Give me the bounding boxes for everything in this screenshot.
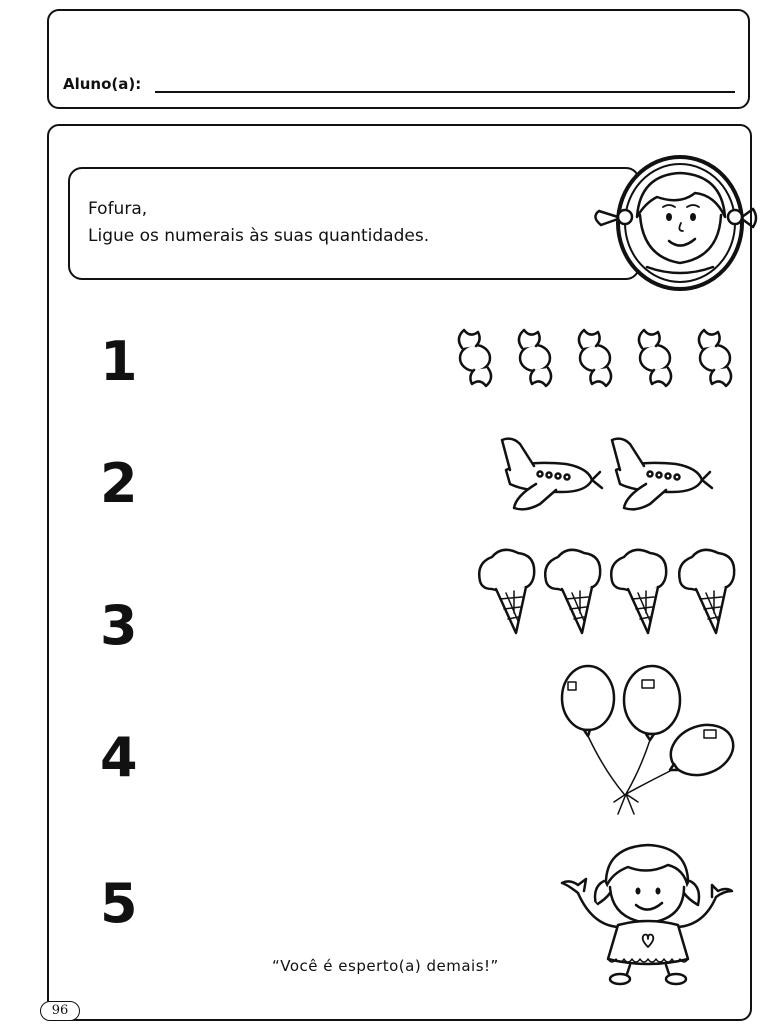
student-name-field[interactable]: [155, 91, 735, 93]
balloon-icon: [562, 666, 614, 736]
ice-cream-icon: [674, 543, 742, 638]
student-name-label: Aluno(a):: [63, 75, 142, 93]
numeral-3[interactable]: 3: [100, 594, 138, 657]
numeral-5[interactable]: 5: [100, 872, 138, 935]
numeral-1[interactable]: 1: [100, 330, 138, 393]
ice-cream-icon: [606, 543, 674, 638]
balloon-group[interactable]: [554, 660, 754, 820]
girl-portrait-icon: [585, 155, 755, 300]
footer-quote: “Você é esperto(a) demais!”: [272, 957, 499, 975]
balloon-icon: [664, 717, 741, 784]
page-number: 96: [40, 1001, 80, 1021]
ice-cream-icon: [540, 543, 608, 638]
numeral-2[interactable]: 2: [100, 452, 138, 515]
airplane-icon: [606, 430, 718, 516]
girl-icon[interactable]: [556, 835, 736, 985]
candy-icon: [680, 318, 750, 398]
instruction-box: [68, 167, 640, 280]
instruction-text: Ligue os numerais às suas quantidades.: [88, 226, 430, 246]
student-name-box: [47, 9, 750, 109]
ice-cream-icon: [474, 543, 542, 638]
numeral-4[interactable]: 4: [100, 726, 138, 789]
instruction-title: Fofura,: [88, 199, 148, 219]
airplane-icon: [496, 430, 608, 516]
balloon-icon: [624, 666, 680, 740]
